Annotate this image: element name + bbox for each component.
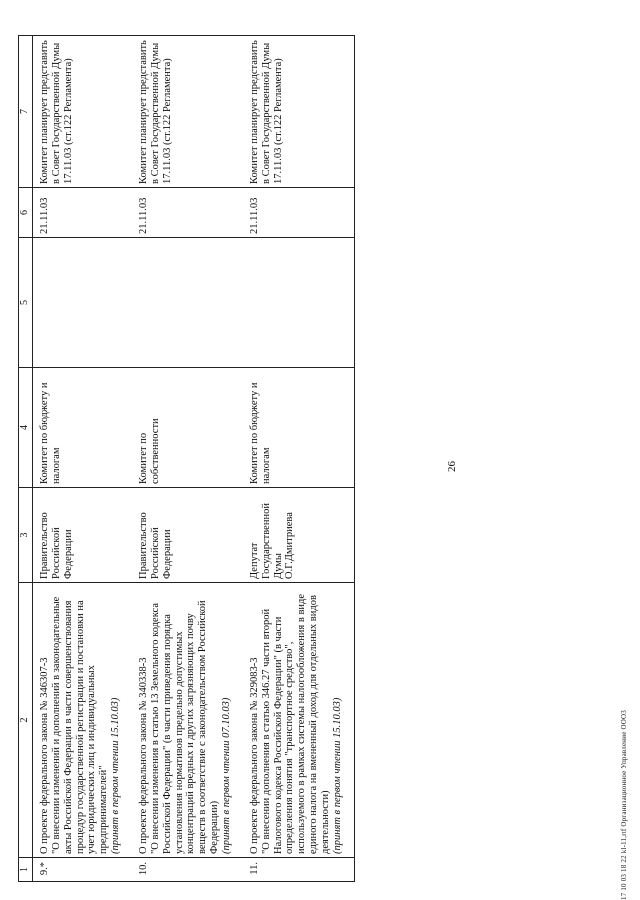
row-number: 11.: [243, 858, 354, 882]
bill-reading-note: (принят в первом чтении 15.10.03): [110, 697, 122, 854]
bill-author: Правительство Российской Федерации: [33, 488, 133, 583]
column-header: 3: [19, 488, 33, 583]
bill-body: "О внесении дополнения в статью 346.27 части второй Налогового кодекса Российской Федерации" (в части определения понятия "транспортное средство", используемого в рамках системы налогообложения в виде единого налога на вмененный доход для отдельных видов деятельности): [260, 593, 332, 854]
page-number: 26: [446, 461, 458, 472]
table-row: [132, 36, 243, 882]
bills-table: [18, 35, 355, 882]
bill-title: О проекте федерального закона № 340338-3: [138, 657, 150, 854]
date-cell: 21.11.03: [33, 188, 133, 238]
column-5-cell: [33, 238, 133, 368]
bill-body: "О внесении изменений и дополнений в законодательные акты Российской Федерации в части совершенствования процедур государственной регистрации и постановки на учет юридических лиц и индивидуальных предпринимателей": [50, 596, 110, 854]
bill-body: "О внесении изменения в статью 13 Земельного кодекса Российской Федерации" (в части приведения порядка установления нормативов предельно допустимых концентраций вредных и других загрязняющих почву веществ в соответствие с законодательством Российской Федерации): [149, 600, 221, 854]
column-header: 2: [19, 583, 33, 858]
status-cell: Комитет планирует представить в Совет Государственной Думы 17.11.03 (ст.122 Регламента): [132, 36, 243, 188]
column-header: 7: [19, 36, 33, 188]
date-cell: 21.11.03: [243, 188, 354, 238]
bill-title: О проекте федерального закона № 346307-3: [39, 657, 50, 854]
status-cell: Комитет планирует представить в Совет Государственной Думы 17.11.03 (ст.122 Регламента): [243, 36, 354, 188]
date-cell: 21.11.03: [132, 188, 243, 238]
bill-description: [243, 583, 354, 858]
bill-description: [132, 583, 243, 858]
footer-note: 17 10 03 18 22 kl-11,rtf Организационное Управление ООО3: [620, 710, 628, 900]
status-cell: Комитет планирует представить в Совет Государственной Думы 17.11.03 (ст.122 Регламента): [33, 36, 133, 188]
column-header: 1: [19, 858, 33, 882]
table-header-row: [19, 36, 33, 882]
column-header: 6: [19, 188, 33, 238]
column-header: 4: [19, 368, 33, 488]
row-number: 9.*: [33, 858, 133, 882]
bill-author: Депутат Государственной Думы О.Г.Дмитриева: [243, 488, 354, 583]
column-5-cell: [243, 238, 354, 368]
bill-reading-note: (принят в первом чтении 15.10.03): [331, 697, 343, 854]
bill-reading-note: (принят в первом чтении 07.10.03): [221, 697, 233, 854]
bill-title: О проекте федерального закона № 329083-3: [248, 657, 260, 854]
responsible-committee: Комитет по собственности: [132, 368, 243, 488]
column-header: 5: [19, 238, 33, 368]
column-5-cell: [132, 238, 243, 368]
bill-description: [33, 583, 133, 858]
table-row: [243, 36, 354, 882]
bill-author: Правительство Российской Федерации: [132, 488, 243, 583]
responsible-committee: Комитет по бюджету и налогам: [243, 368, 354, 488]
row-number: 10.: [132, 858, 243, 882]
table-row: [33, 36, 133, 882]
responsible-committee: Комитет по бюджету и налогам: [33, 368, 133, 488]
